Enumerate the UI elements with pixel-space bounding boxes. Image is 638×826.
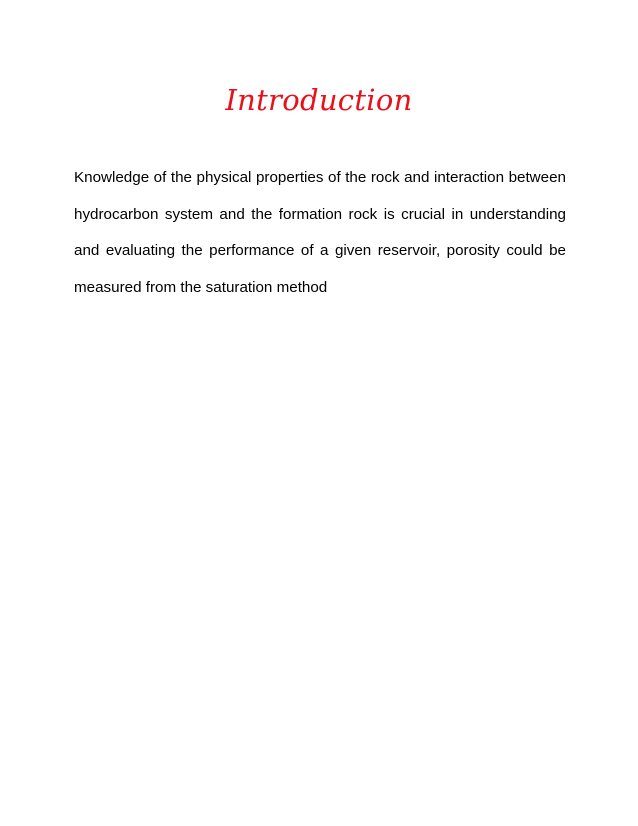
page-title: Introduction [225, 83, 413, 117]
intro-paragraph: Knowledge of the physical properties of the rock and interaction between hydrocarbon system and the formation rock is crucial in understanding and evaluating the performance of a given reservoir, porosity could be measured from the saturation method [74, 169, 566, 296]
